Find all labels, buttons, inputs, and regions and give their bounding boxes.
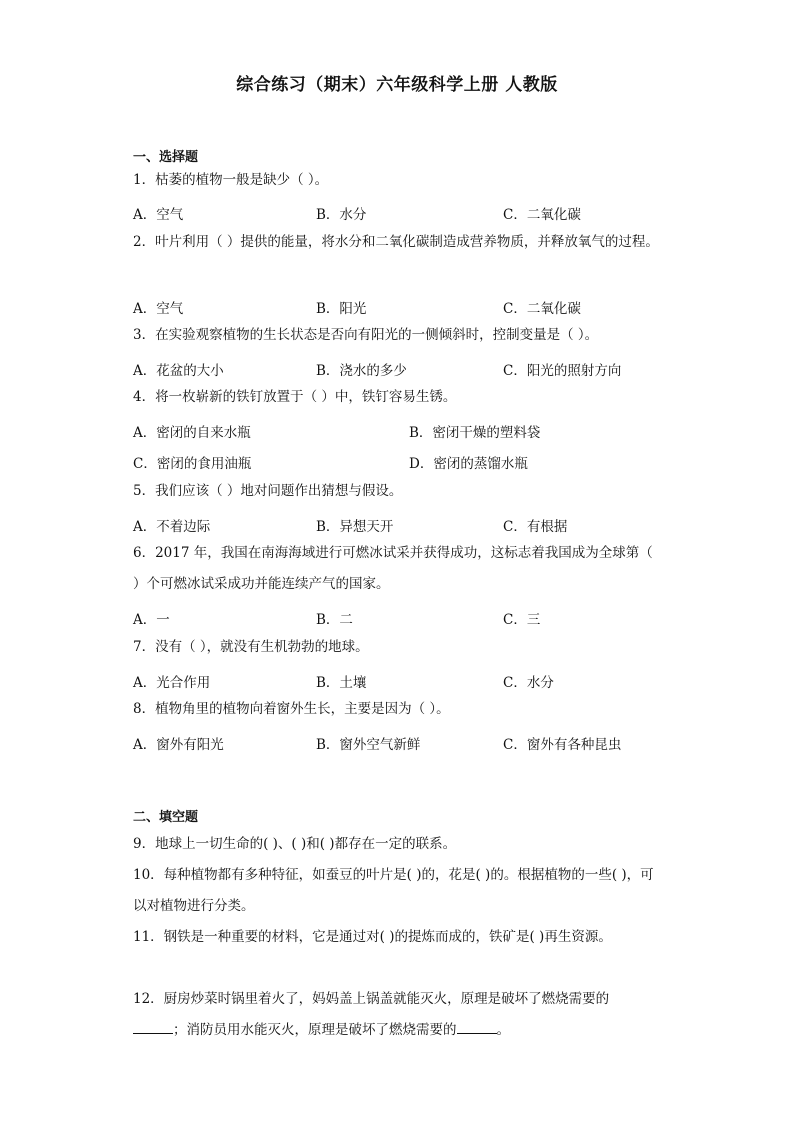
- question-stem: 2．叶片利用（ ）提供的能量，将水分和二氧化碳制造成营养物质，并释放氧气的过程。: [133, 234, 659, 250]
- question-stem: 1．枯萎的植物一般是缺少（ ）。: [133, 172, 329, 188]
- option: A．光合作用: [133, 675, 211, 691]
- option: B．密闭干燥的塑料袋: [409, 425, 541, 441]
- option: B．水分: [316, 207, 367, 223]
- answer-blank: [457, 1021, 497, 1034]
- question-stem: 8．植物角里的植物向着窗外生长，主要是因为（ ）。: [133, 701, 450, 717]
- question-6-options: [133, 608, 673, 632]
- question-6: [133, 538, 663, 600]
- option: B．浇水的多少: [316, 363, 407, 379]
- question-4-options-row2: [133, 452, 673, 476]
- option: C．阳光的照射方向: [503, 363, 622, 379]
- question-8: [133, 694, 663, 725]
- option: C．水分: [503, 675, 554, 691]
- question-stem: 10．每种植物都有多种特征，如蚕豆的叶片是( )的，花是( )的。根据植物的一些( )，可以对植物进行分类。: [133, 867, 654, 914]
- option: B．阳光: [316, 301, 367, 317]
- question-stem: 7．没有（ ），就没有生机勃勃的地球。: [133, 639, 369, 655]
- option: C．二氧化碳: [503, 301, 581, 317]
- question-3: [133, 320, 663, 351]
- option: B．窗外空气新鲜: [316, 737, 421, 753]
- question-7: [133, 632, 663, 663]
- question-4: [133, 382, 663, 413]
- question-text: 。: [496, 1022, 510, 1038]
- option: A．一: [133, 612, 170, 628]
- page-title: 综合练习（期末）六年级科学上册 人教版: [236, 75, 558, 95]
- option: A．不着边际: [133, 519, 211, 535]
- question-stem: 3．在实验观察植物的生长状态是否向有阳光的一侧倾斜时，控制变量是（ ）。: [133, 327, 599, 343]
- option: A．空气: [133, 301, 184, 317]
- question-3-options: [133, 359, 673, 383]
- option: C．有根据: [503, 519, 568, 535]
- question-12: [133, 984, 663, 1046]
- option: B．土壤: [316, 675, 367, 691]
- answer-blank: [133, 1021, 173, 1034]
- question-5: [133, 476, 663, 507]
- question-stem-line1: 12．厨房炒菜时锅里着火了，妈妈盖上锅盖就能灭火，原理是破坏了燃烧需要的: [133, 991, 610, 1007]
- question-7-options: [133, 671, 673, 695]
- question-1: [133, 165, 663, 196]
- option: C．密闭的食用油瓶: [133, 456, 252, 472]
- question-4-options-row1: [133, 421, 673, 445]
- option: B．异想天开: [316, 519, 394, 535]
- option: A．密闭的自来水瓶: [133, 425, 251, 441]
- option: C．三: [503, 612, 541, 628]
- question-stem-line2: [133, 1015, 663, 1046]
- option: C．窗外有各种昆虫: [503, 737, 622, 753]
- option: A．窗外有阳光: [133, 737, 224, 753]
- question-stem: 4．将一枚崭新的铁钉放置于（ ）中，铁钉容易生锈。: [133, 389, 457, 405]
- question-stem: 9．地球上一切生命的( )、( )和( )都存在一定的联系。: [133, 836, 457, 852]
- question-10: [133, 860, 663, 922]
- question-11: [133, 922, 663, 953]
- option: A．空气: [133, 207, 184, 223]
- option: C．二氧化碳: [503, 207, 581, 223]
- section-heading-fill: 二、填空题: [133, 810, 199, 825]
- section-heading-choice: 一、选择题: [133, 150, 199, 165]
- option: D．密闭的蒸馏水瓶: [409, 456, 528, 472]
- question-text: ；消防员用水能灭火，原理是破坏了燃烧需要的: [173, 1022, 457, 1038]
- question-stem: 5．我们应该（ ）地对问题作出猜想与假设。: [133, 483, 403, 499]
- question-2: [133, 227, 663, 258]
- question-9: [133, 829, 663, 860]
- question-8-options: [133, 733, 673, 757]
- question-1-options: [133, 203, 673, 227]
- question-stem: 6．2017 年，我国在南海海域进行可燃冰试采并获得成功，这标志着我国成为全球第（ ）个可燃冰试采成功并能连续产气的国家。: [133, 545, 653, 592]
- option: B．二: [316, 612, 353, 628]
- question-2-options: [133, 297, 673, 321]
- question-stem: 11．钢铁是一种重要的材料，它是通过对( )的提炼而成的，铁矿是( )再生资源。: [133, 929, 612, 945]
- question-5-options: [133, 515, 673, 539]
- option: A．花盆的大小: [133, 363, 224, 379]
